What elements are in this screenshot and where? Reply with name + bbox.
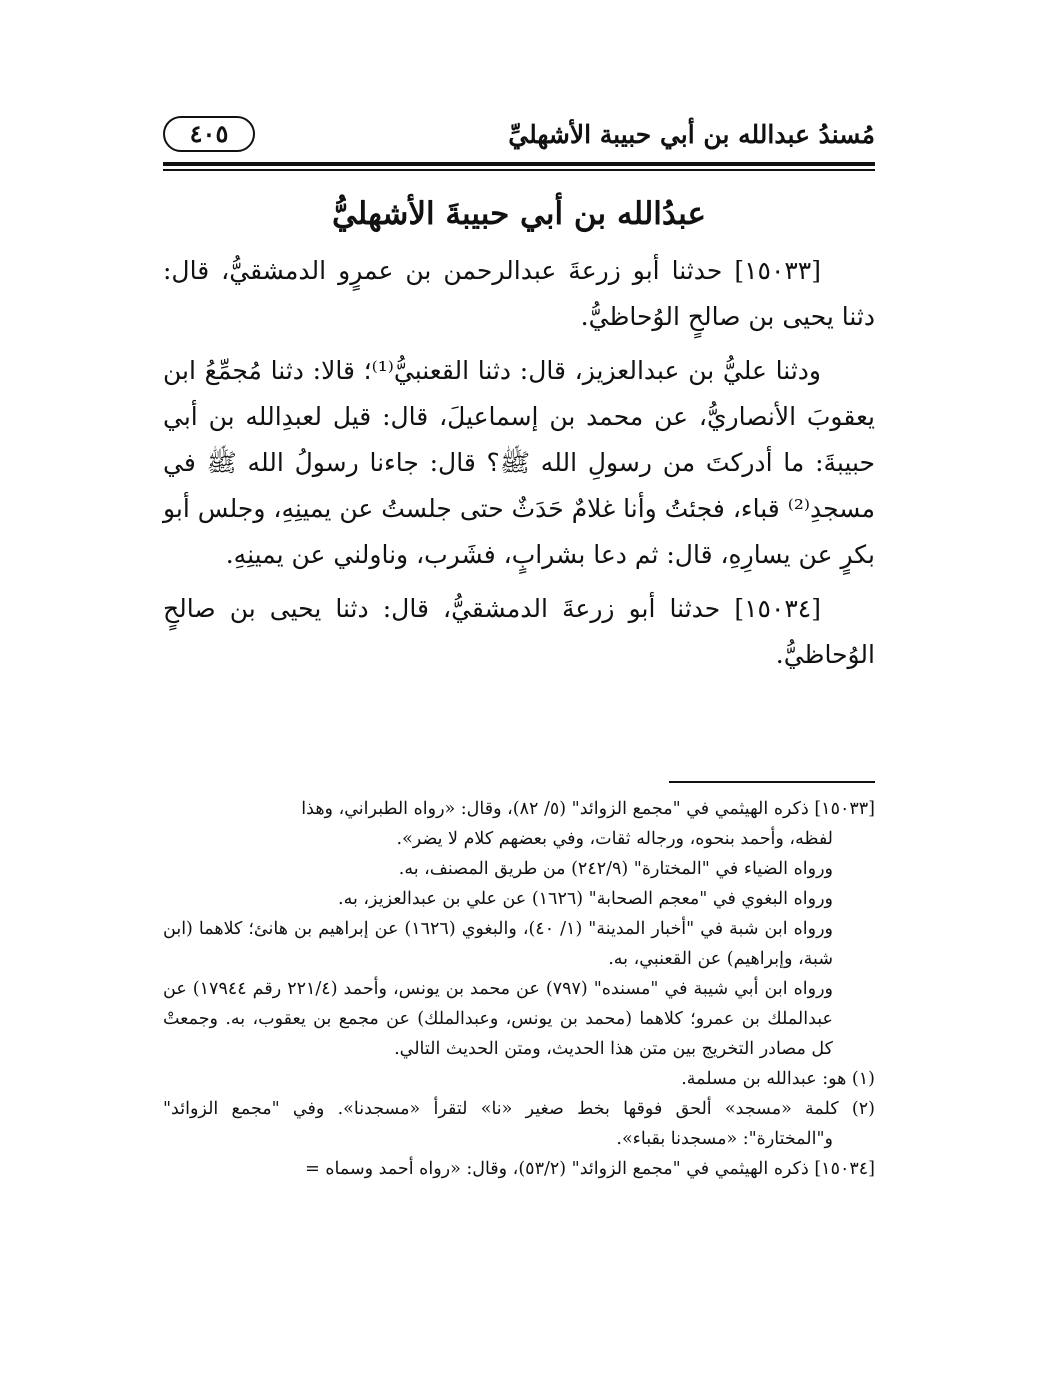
footnote-1: (١) هو: عبدالله بن مسلمة. (681, 1069, 875, 1089)
footnote-line: ورواه البغوي في "معجم الصحابة" (١٦٢٦) عن علي بن عبدالعزيز، به. (338, 889, 833, 909)
header-rule-thick (163, 162, 875, 166)
main-text (163, 186, 875, 686)
paragraph-hadith-15033-text: ودثنا عليُّ بن عبدالعزيز، قال: دثنا القعنبيُّ⁽¹⁾؛ قالا: دثنا مُجمِّعُ ابن يعقوبَ الأنصاريُّ، عن محمد بن إسماعيلَ، قال: قيل لعبدِالله بن أبي حبيبةَ: ما أدركتَ من رسولِ الله ﷺ؟ قال: جاءنا رسولُ الله ﷺ في مسجدِ⁽²⁾ قباء، فجئتُ وأنا غلامٌ حَدَثٌ حتى جلستُ عن يمينِهِ، وجلس أبو بكرٍ عن يسارِهِ، قال: ثم دعا بشرابٍ، فشَرب، وناولني عن يمينِهِ. (163, 356, 875, 569)
paragraph-hadith-15034: [١٥٠٣٤] حدثنا أبو زرعةَ الدمشقيُّ، قال: دثنا يحيى بن صالحٍ الوُحاظيُّ. (163, 594, 875, 669)
paragraph-hadith-15033: [١٥٠٣٣] حدثنا أبو زرعةَ عبدالرحمن بن عمرٍو الدمشقيُّ، قال: دثنا يحيى بن صالحٍ الوُحاظيُّ. (163, 256, 875, 331)
footnote-line: ورواه الضياء في "المختارة" (٢٤٢/٩) من طريق المصنف، به. (398, 859, 833, 879)
page-header (163, 112, 875, 160)
section-title: عبدُالله بن أبي حبيبةَ الأشهليُّ (331, 196, 707, 232)
footnote-separator (669, 781, 875, 783)
footnote-2: (٢) كلمة «مسجد» ألحق فوقها بخط صغير «نا» لتقرأ «مسجدنا». وفي "مجمع الزوائد" و"المختارة": «مسجدنا بقباء». (163, 1099, 875, 1149)
header-rule-thin (163, 169, 875, 171)
page-number: ٤٠٥ (163, 116, 255, 152)
running-title: مُسندُ عبدالله بن أبي حبيبة الأشهليِّ (508, 120, 875, 149)
footnote-line: لفظه، وأحمد بنحوه، ورجاله ثقات، وفي بعضهم كلام لا يضر». (396, 829, 833, 849)
footnotes (163, 794, 875, 1184)
footnote-ref-15034: [١٥٠٣٤] ذكره الهيثمي في "مجمع الزوائد" (٥٣/٢)، وقال: «رواه أحمد وسماه = (305, 1159, 875, 1179)
footnote-line: ورواه ابن أبي شيبة في "مسنده" (٧٩٧) عن محمد بن يونس، وأحمد (٢٢١/٤ رقم ١٧٩٤٤) عن عبدالملك بن عمرو؛ كلاهما (محمد بن يونس، وعبدالملك) عن مجمع بن يعقوب، به. وجمعتْ كل مصادر التخريج بين متن هذا الحديث، ومتن الحديث التالي. (163, 979, 833, 1059)
footnote-ref-15033: [١٥٠٣٣] ذكره الهيثمي في "مجمع الزوائد" (٥/ ٨٢)، وقال: «رواه الطبراني، وهذا (301, 799, 875, 819)
footnote-line: ورواه ابن شبة في "أخبار المدينة" (١/ ٤٠)، والبغوي (١٦٢٦) عن إبراهيم بن هانئ؛ كلاهما (ابن شبة، وإبراهيم) عن القعنبي، به. (163, 919, 833, 969)
